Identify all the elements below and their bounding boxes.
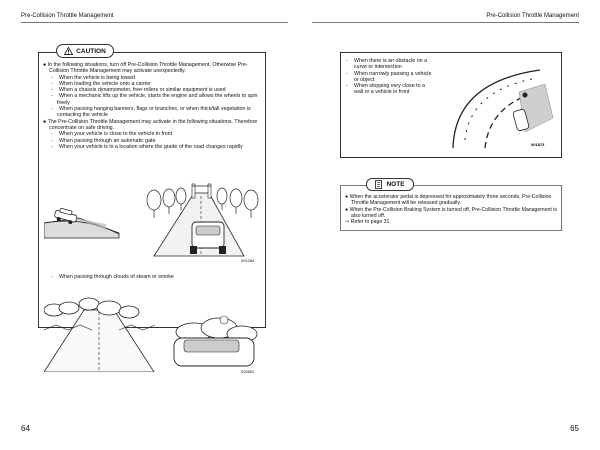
left-running-header: Pre-Collision Throttle Management [21, 13, 114, 19]
note-text [345, 194, 559, 225]
note-bullet-2: ● When the Pre-Collision Braking System is turned off, Pre-Collision Throttle Management is also turned off. [345, 206, 557, 219]
continued-caution-text [346, 58, 434, 96]
caution-item: - When passing through an automatic gate [43, 138, 261, 144]
note-bullet-1: ● When the accelerator pedal is depressed for approximately three seconds, Pre-Collision Throttle Management will be released gradually. [345, 194, 552, 207]
right-header-rule [312, 22, 579, 23]
note-badge [366, 178, 414, 191]
page-reference-link[interactable]: ⇒ Refer to page 31. [345, 219, 391, 226]
caution-steam-item: - When passing through clouds of steam or smoke [43, 274, 261, 280]
caution-item: - When your vehicle is in a location where the grade of the road changes rapidly [43, 144, 261, 150]
figure-code: 001873 [531, 142, 545, 147]
curve-obstacle-illustration [445, 62, 557, 148]
caution-item: - When your vehicle is close to the vehicle in front [43, 131, 261, 137]
right-running-header: Pre-Collision Throttle Management [486, 13, 579, 19]
steam-smoke-illustration [44, 290, 260, 372]
note-label: NOTE [386, 181, 405, 188]
caution-item: - When the vehicle is being towed [43, 75, 261, 81]
warning-triangle-icon [64, 47, 73, 55]
caution-item: - When a mechanic lifts up the vehicle, starts the engine and allows the wheels to spin freely [43, 93, 261, 106]
caution-bullet-2: ● The Pre-Collision Throttle Management may activate in the following situations. Therefore concentrate on safe driving. [43, 118, 258, 131]
figure-code: 000652 [241, 369, 255, 374]
left-page-number: 64 [21, 424, 30, 433]
note-icon [375, 180, 382, 189]
caution-item: - When narrowly passing a vehicle or object [346, 70, 432, 83]
caution-bullet-1: ● In the following situations, turn off Pre-Collision Throttle Management. Otherwise Pre-Collision Throttle Management may activate unexpectedly. [43, 62, 248, 75]
caution-item: - When there is an obstacle on a curve or intersection [346, 58, 428, 71]
caution-item: - When a chassis dynamometer, free-rollers or similar equipment is used [43, 87, 261, 93]
figure-code: 001284 [241, 258, 255, 263]
caution-badge [56, 44, 114, 58]
caution-item: - When passing hanging banners, flags or branches, or when thick/tall vegetation is contacting the vehicle [43, 106, 261, 119]
caution-item: - When stopping very close to a wall or a vehicle in front [346, 83, 425, 96]
right-page-number: 65 [570, 424, 579, 433]
grade-change-and-gate-illustration [44, 178, 260, 258]
caution-text [43, 62, 261, 150]
left-header-rule [21, 22, 288, 23]
caution-label: CAUTION [76, 47, 106, 55]
caution-item: - When loading the vehicle onto a carrier [43, 81, 261, 87]
